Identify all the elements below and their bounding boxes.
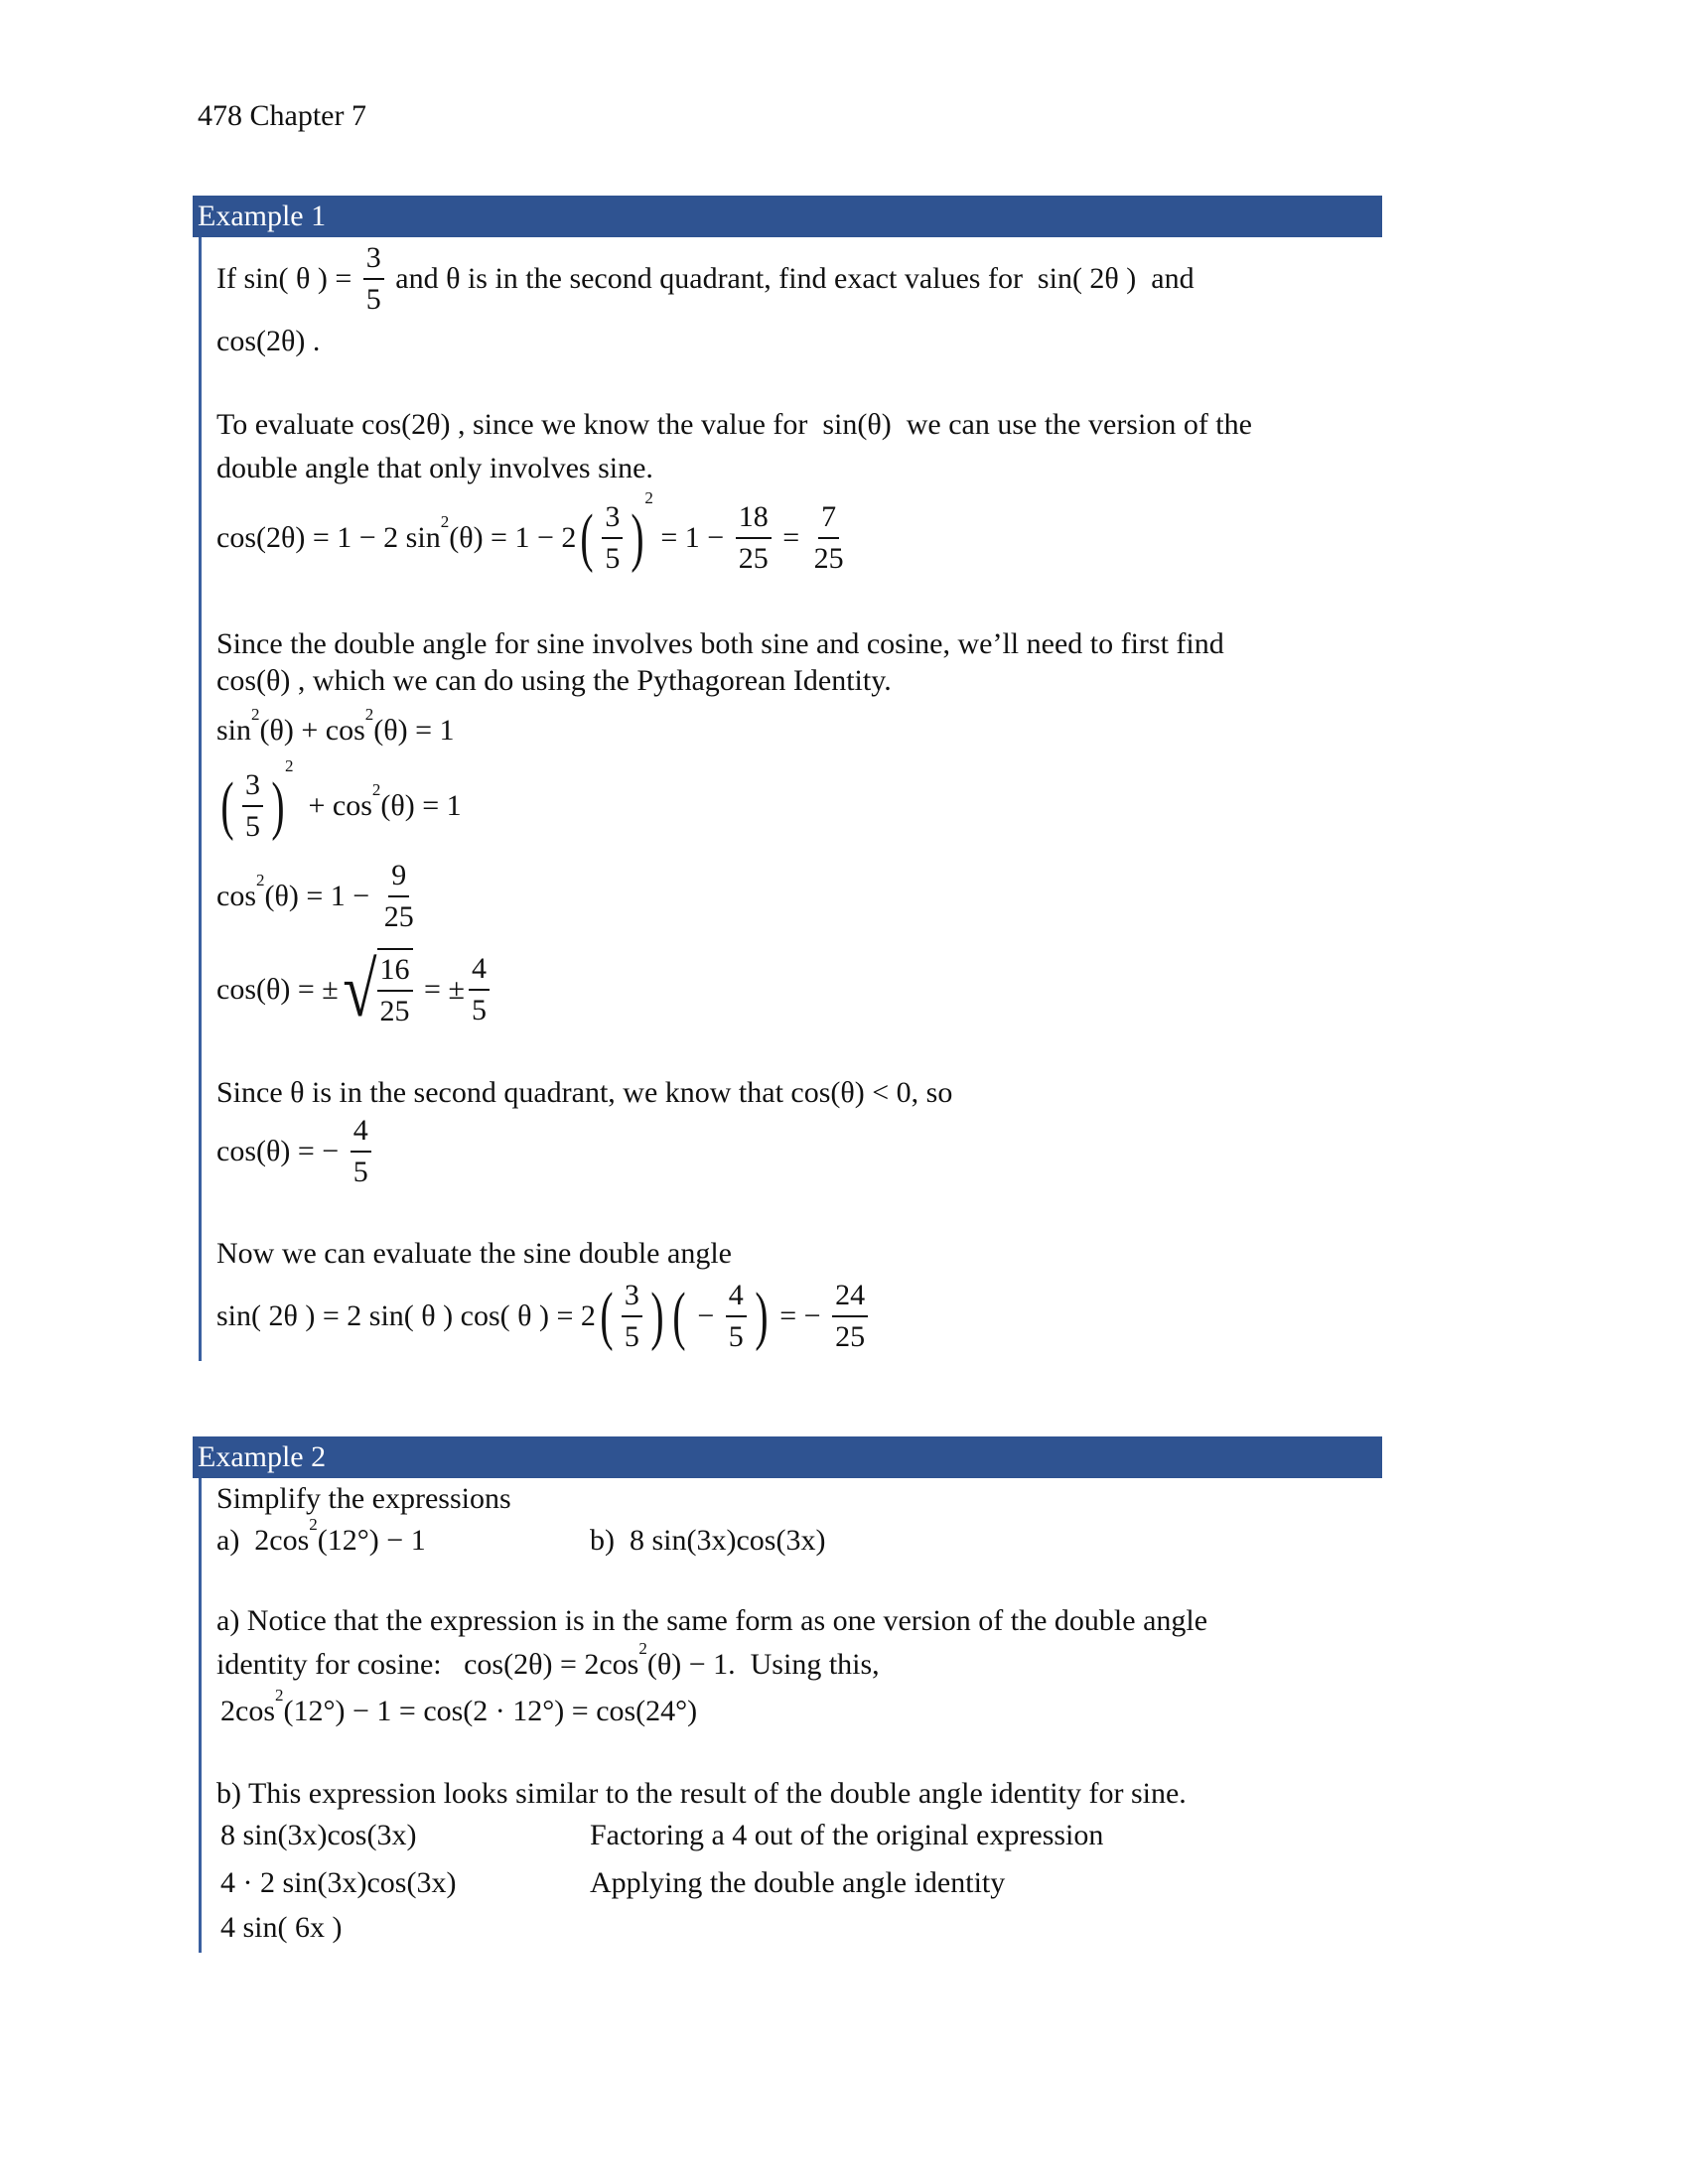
- fraction: [469, 949, 490, 1030]
- paren: (: [580, 501, 594, 574]
- step-expression: 4 sin( 6x ): [220, 1911, 343, 1944]
- exponent: 2: [440, 512, 450, 531]
- denominator: 25: [738, 542, 769, 575]
- exponent: 2: [638, 1639, 647, 1658]
- prompt: Simplify the expressions: [216, 1482, 511, 1515]
- part-a-expression: [216, 1515, 426, 1559]
- equation-substitute: [216, 756, 462, 847]
- exponent: 2: [275, 1686, 284, 1705]
- numerator: 4: [351, 1111, 371, 1153]
- step-note: Applying the double angle identity: [590, 1866, 1006, 1899]
- text: (θ) − 1. Using this,: [646, 1648, 880, 1681]
- text: (θ) = 1: [380, 789, 462, 822]
- exponent: 2: [256, 871, 265, 889]
- text: If sin( θ ) =: [216, 262, 359, 295]
- text: + cos: [293, 789, 372, 822]
- fraction: [602, 497, 623, 579]
- paragraph: To evaluate cos(2θ) , since we know the value for sin(θ) we can use the version of the: [216, 408, 1252, 441]
- fraction: [377, 948, 413, 1031]
- text: cos: [216, 880, 256, 912]
- fraction: [622, 1276, 642, 1357]
- text: 2cos: [220, 1695, 275, 1727]
- exponent: 2: [284, 756, 294, 775]
- question-line: [216, 238, 1195, 320]
- example-2-rule: [199, 1478, 202, 1953]
- paragraph: Since the double angle for sine involves both sine and cosine, we’ll need to first find: [216, 627, 1224, 660]
- denominator: 5: [244, 810, 260, 843]
- fraction: [363, 238, 384, 320]
- text: (12°) − 1 = cos(2 · 12°) = cos(24°): [283, 1695, 698, 1727]
- numerator: 3: [363, 238, 384, 280]
- paren: (: [600, 1280, 614, 1352]
- denominator: 25: [379, 995, 410, 1027]
- page-header: 478 Chapter 7: [198, 99, 366, 132]
- text: and θ is in the second quadrant, find exact values for sin( 2θ ) and: [387, 262, 1195, 295]
- paren: ): [631, 501, 644, 574]
- text: cos(2θ) = 1 − 2 sin: [216, 521, 441, 554]
- text: −: [689, 1299, 722, 1332]
- paragraph: b) This expression looks similar to the result of the double angle identity for sine.: [216, 1777, 1187, 1810]
- exponent: 2: [364, 705, 374, 724]
- step-expression: 4 · 2 sin(3x)cos(3x): [220, 1866, 457, 1899]
- paragraph: Now we can evaluate the sine double angle: [216, 1237, 732, 1270]
- fraction: [351, 1111, 371, 1192]
- fraction: [811, 497, 847, 579]
- part-b-expression: b) 8 sin(3x)cos(3x): [590, 1524, 826, 1557]
- question-line-2: cos(2θ) .: [216, 325, 321, 357]
- text: sin: [216, 714, 252, 747]
- numerator: 3: [242, 765, 263, 807]
- denominator: 5: [605, 542, 621, 575]
- paragraph: Since θ is in the second quadrant, we know that cos(θ) < 0, so: [216, 1076, 953, 1109]
- text: sin( 2θ ) = 2 sin( θ ) cos( θ ) = 2: [216, 1299, 596, 1332]
- text: cos(θ) = −: [216, 1135, 347, 1167]
- paren: (: [672, 1280, 686, 1352]
- text: (θ) = 1 − 2: [449, 521, 577, 554]
- text: identity for cosine: cos(2θ) = 2cos: [216, 1648, 639, 1681]
- equation-cos-negative: [216, 1111, 375, 1192]
- text: =: [774, 521, 807, 554]
- paragraph: [216, 1639, 880, 1683]
- text: (θ) + cos: [259, 714, 365, 747]
- fraction: [736, 497, 772, 579]
- exponent: 2: [309, 1515, 318, 1534]
- paren: (: [220, 769, 234, 842]
- fraction: [381, 856, 417, 937]
- text: (12°) − 1: [317, 1524, 426, 1557]
- numerator: 18: [736, 497, 772, 539]
- paragraph: double angle that only involves sine.: [216, 452, 653, 484]
- denominator: 25: [835, 1320, 866, 1353]
- paren: ): [650, 1280, 664, 1352]
- fraction: [726, 1276, 747, 1357]
- equation-cos-sqrt: [216, 948, 493, 1031]
- example-1-title: Example 1: [193, 196, 1382, 237]
- text: = ±: [416, 973, 465, 1006]
- denominator: 25: [383, 900, 414, 933]
- exponent: 2: [644, 488, 653, 507]
- equation-part-a: [220, 1686, 698, 1729]
- denominator: 5: [471, 994, 487, 1026]
- text: = −: [772, 1299, 829, 1332]
- fraction: [832, 1276, 868, 1357]
- denominator: 5: [352, 1156, 368, 1188]
- denominator: 5: [624, 1320, 639, 1353]
- exponent: 2: [251, 705, 260, 724]
- exponent: 2: [371, 780, 381, 799]
- numerator: 3: [622, 1276, 642, 1317]
- denominator: 5: [728, 1320, 744, 1353]
- text: a) 2cos: [216, 1524, 310, 1557]
- square-root: [339, 948, 417, 1031]
- step-expression: 8 sin(3x)cos(3x): [220, 1819, 417, 1851]
- numerator: 16: [377, 950, 413, 992]
- example-1-rule: [199, 237, 202, 1361]
- paren: ): [755, 1280, 769, 1352]
- fraction: [242, 765, 263, 847]
- example-2-title: Example 2: [193, 1436, 1382, 1478]
- paragraph: a) Notice that the expression is in the same form as one version of the double angle: [216, 1604, 1208, 1637]
- equation-pythagorean: [216, 705, 455, 749]
- numerator: 9: [388, 856, 409, 897]
- numerator: 3: [602, 497, 623, 539]
- numerator: 7: [818, 497, 839, 539]
- radical-sign: √: [343, 946, 377, 1032]
- numerator: 24: [832, 1276, 868, 1317]
- denominator: 5: [365, 283, 381, 316]
- equation-cos-squared: [216, 856, 421, 937]
- text: (θ) = 1 −: [264, 880, 377, 912]
- equation-cos2theta: [216, 488, 851, 579]
- paragraph: cos(θ) , which we can do using the Pythagorean Identity.: [216, 664, 892, 697]
- paren: ): [271, 769, 285, 842]
- denominator: 25: [813, 542, 844, 575]
- text: cos(θ) = ±: [216, 973, 339, 1006]
- equation-sin2theta: [216, 1276, 872, 1357]
- numerator: 4: [469, 949, 490, 991]
- text: (θ) = 1: [373, 714, 455, 747]
- step-note: Factoring a 4 out of the original expression: [590, 1819, 1104, 1851]
- numerator: 4: [726, 1276, 747, 1317]
- text: = 1 −: [652, 521, 732, 554]
